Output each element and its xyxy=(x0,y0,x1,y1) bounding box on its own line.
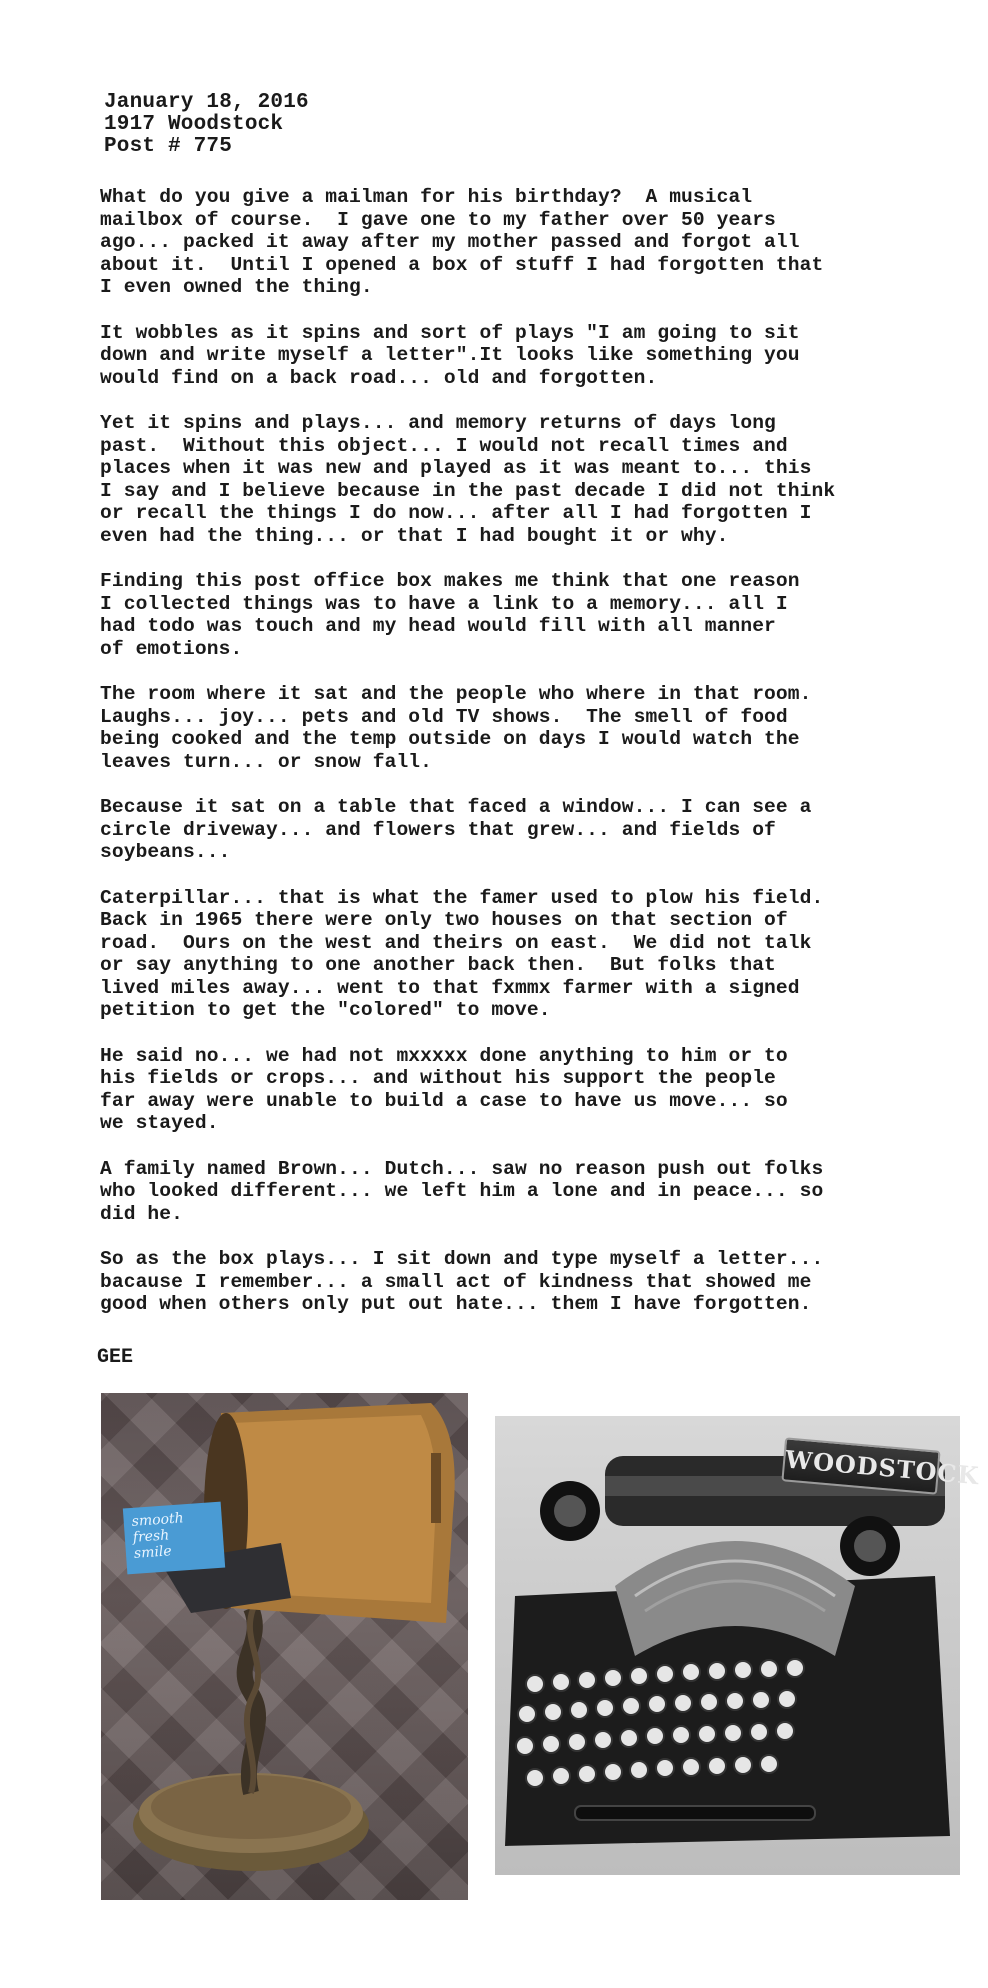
letter-line: It wobbles as it spins and sort of plays "I am going to sit xyxy=(100,321,800,344)
note-card xyxy=(123,1502,225,1575)
signature: GEE xyxy=(97,1346,134,1369)
letter-line: So as the box plays... I sit down and type myself a letter... xyxy=(100,1248,824,1270)
letter-line: road. Ours on the west and theirs on east. We did not talk xyxy=(100,931,812,954)
letter-line: leaves turn... or snow fall. xyxy=(100,750,433,773)
typewriter-brand: WOODSTOCK xyxy=(781,1437,940,1494)
letter-paragraph xyxy=(100,412,940,547)
mailbox-illustration xyxy=(101,1393,468,1900)
letter-header xyxy=(104,92,309,158)
letter-line: or say anything to one another back then. But folks that xyxy=(100,954,776,976)
letter-line: soybeans... xyxy=(100,841,231,863)
note-card-line: smooth xyxy=(131,1510,185,1530)
letter-paragraph xyxy=(100,1045,940,1135)
letter-line: A family named Brown... Dutch... saw no reason push out folks xyxy=(100,1157,824,1180)
letter-line: we stayed. xyxy=(100,1112,219,1134)
letter-date: January 18, 2016 xyxy=(104,91,309,114)
typewriter-photo xyxy=(495,1416,981,1875)
letter-line: far away were unable to build a case to have us move... so xyxy=(100,1089,788,1112)
letter-line: even had the thing... or that I had bought it or why. xyxy=(100,524,729,547)
letter-line: good when others only put out hate... them I have forgotten. xyxy=(100,1293,812,1315)
letter-paragraph xyxy=(100,796,940,864)
letter-line: bacause I remember... a small act of kindness that showed me xyxy=(100,1270,812,1293)
letter-line: ago... packed it away after my mother passed and forgot all xyxy=(100,231,800,253)
letter-line: did he. xyxy=(100,1202,184,1225)
letter-line: of emotions. xyxy=(100,637,243,660)
letter-paragraph xyxy=(100,570,940,660)
letter-line: Back in 1965 there were only two houses on that section of xyxy=(100,909,788,931)
letter-paragraph xyxy=(100,1248,940,1316)
letter-line: past. Without this object... I would not recall times and xyxy=(100,434,788,457)
letter-line: He said no... we had not mxxxxx done anything to him or to xyxy=(100,1044,788,1067)
letter-line: mailbox of course. I gave one to my father over 50 years xyxy=(100,208,776,231)
letter-line: being cooked and the temp outside on days I would watch the xyxy=(100,728,800,750)
letter-paragraph xyxy=(100,887,940,1022)
letter-line: What do you give a mailman for his birthday? A musical xyxy=(100,186,753,208)
letter-paragraph xyxy=(100,186,940,299)
letter-title: 1917 Woodstock xyxy=(104,113,284,136)
letter-line: Yet it spins and plays... and memory returns of days long xyxy=(100,412,776,434)
letter-line: Finding this post office box makes me think that one reason xyxy=(100,570,800,592)
post-number: Post # 775 xyxy=(104,135,233,158)
letter-paragraph xyxy=(100,683,940,773)
mailbox-photo xyxy=(101,1393,468,1900)
letter-line: who looked different... we left him a lone and in peace... so xyxy=(100,1180,824,1202)
letter-paragraph xyxy=(100,322,940,390)
letter-line: lived miles away... went to that fxmmx farmer with a signed xyxy=(100,976,800,999)
letter-line: Because it sat on a table that faced a window... I can see a xyxy=(100,796,812,818)
letter-line: petition to get the "colored" to move. xyxy=(100,999,551,1021)
letter-line: circle driveway... and flowers that grew... and fields of xyxy=(100,818,776,841)
letter-line: The room where it sat and the people who where in that room. xyxy=(100,683,812,705)
letter-line: his fields or crops... and without his support the people xyxy=(100,1067,776,1089)
letter-line: I say and I believe because in the past decade I did not think xyxy=(100,479,836,502)
letter-line: I even owned the thing. xyxy=(100,276,373,298)
note-card-line: fresh xyxy=(132,1527,170,1546)
letter-body xyxy=(100,186,940,1339)
letter-line: Caterpillar... that is what the famer used to plow his field. xyxy=(100,886,824,909)
letter-line: I collected things was to have a link to a memory... all I xyxy=(100,592,788,615)
letter-line: would find on a back road... old and forgotten. xyxy=(100,366,658,389)
letter-line: had todo was touch and my head would fill with all manner xyxy=(100,615,776,637)
letter-line: places when it was new and played as it was meant to... this xyxy=(100,457,812,479)
letter-line: about it. Until I opened a box of stuff I had forgotten that xyxy=(100,253,824,276)
letter-paragraph xyxy=(100,1158,940,1226)
note-card-line: smile xyxy=(133,1543,173,1562)
letter-line: down and write myself a letter".It looks like something you xyxy=(100,344,800,366)
letter-line: or recall the things I do now... after all I had forgotten I xyxy=(100,502,812,524)
letter-line: Laughs... joy... pets and old TV shows. The smell of food xyxy=(100,705,788,728)
